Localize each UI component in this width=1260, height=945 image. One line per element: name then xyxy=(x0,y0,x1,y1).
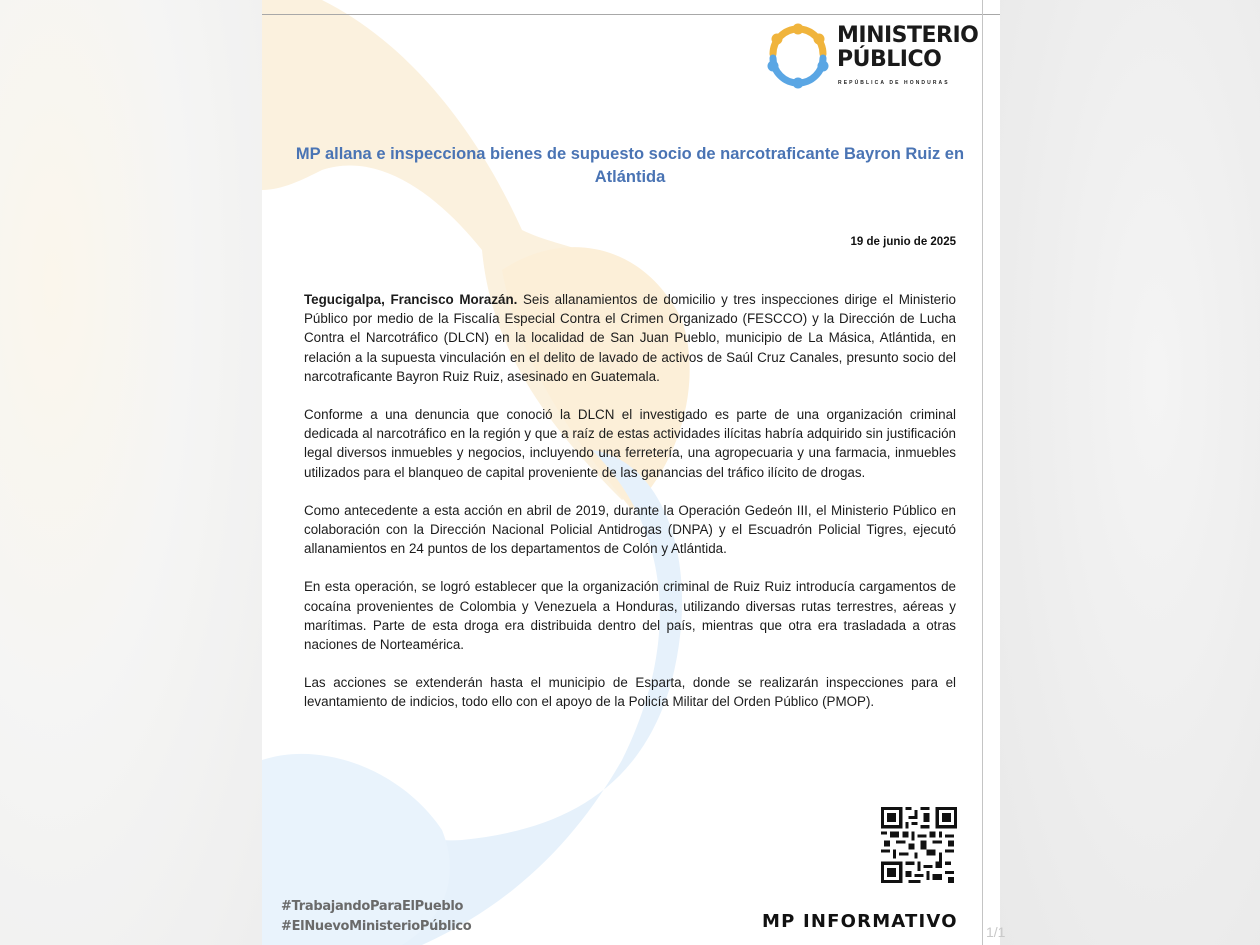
logo-line-2: PÚBLICO xyxy=(837,47,942,72)
logo-line-1: MINISTERIO xyxy=(837,23,979,48)
paragraph-lead: Tegucigalpa, Francisco Morazán. xyxy=(304,292,518,307)
ministerio-publico-logo xyxy=(765,20,977,92)
paragraph-text: Seis allanamientos de domicilio y tres inspecciones dirige el Ministerio Público por medio de la Fiscalía Especial Contra el Crimen Organizado (FESCCO) y la Dirección de Lucha Contra el Narcotráfico (DLCN) en la localidad de San Juan Pueblo, municipio de La Másica, Atlántida, en relación a la supuesta vinculación en el delito de lavado de activos de Saúl Cruz Canales, presunto socio del narcotraficante Bayron Ruiz Ruiz, asesinado en Guatemala. xyxy=(304,292,957,384)
blurred-background-left xyxy=(0,0,262,945)
paragraph: Como antecedente a esta acción en abril de 2019, durante la Operación Gedeón III, el Ministerio Público en colaboración con la Dirección Nacional Policial Antidrogas (DNPA) y el Escuadrón Policial Tigres, ejecutó allanamientos en 24 puntos de los departamentos de Colón y Atlántida. xyxy=(304,502,956,557)
paragraph xyxy=(304,290,956,386)
qr-code-icon[interactable] xyxy=(881,807,957,883)
hashtag[interactable]: #ElNuevoMinisterioPúblico xyxy=(281,919,472,934)
hashtags xyxy=(281,897,471,937)
mp-informativo-brand: MP INFORMATIVO xyxy=(762,911,958,932)
people-circle-icon xyxy=(765,22,831,90)
paragraph: Las acciones se extenderán hasta el municipio de Esparta, donde se realizarán inspecciones para el levantamiento de indicios, todo ello con el apoyo de la Policía Militar del Orden Público (PMOP). xyxy=(304,675,956,710)
top-rule xyxy=(262,14,1000,15)
document-page xyxy=(262,0,1006,945)
right-margin-rule xyxy=(982,0,983,945)
paragraph: En esta operación, se logró establecer que la organización criminal de Ruiz Ruiz introducía cargamentos de cocaína provenientes de Colombia y Venezuela a Honduras, utilizando diversas rutas terrestres, aéreas y marítimas. Parte de esta droga era distribuida dentro del país, mientras que otra era trasladada a otras naciones de Norteamérica. xyxy=(304,579,956,653)
logo-subtitle: REPÚBLICA DE HONDURAS xyxy=(838,80,950,86)
document-title: MP allana e inspecciona bienes de supuesto socio de narcotraficante Bayron Ruiz en Atlántida xyxy=(295,145,965,186)
document-body xyxy=(304,290,956,731)
blurred-background-right xyxy=(1000,0,1260,945)
hashtag[interactable]: #TrabajandoParaElPueblo xyxy=(281,899,464,914)
page-number: 1/1 xyxy=(986,924,1006,940)
document-date: 19 de junio de 2025 xyxy=(850,236,956,248)
paragraph: Conforme a una denuncia que conoció la DLCN el investigado es parte de una organización criminal dedicada al narcotráfico en la región y que a raíz de estas actividades ilícitas habría adquirido sin justificación legal diversos inmuebles y negocios, incluyendo una ferretería, una agropecuaria y una farmacia, inmuebles utilizados para el blanqueo de capital proveniente de las ganancias del tráfico ilícito de drogas. xyxy=(304,407,956,480)
logo-wordmark xyxy=(837,24,978,72)
